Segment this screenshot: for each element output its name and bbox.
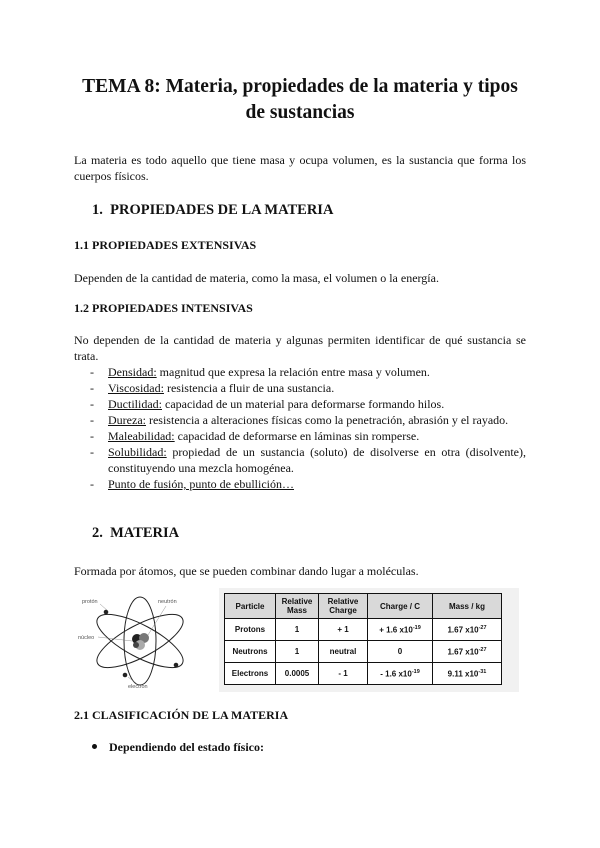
bullet-text: Dependiendo del estado físico: [109, 740, 265, 754]
title-line-1: TEMA 8: Materia, propiedades de la materia y tipos [82, 76, 518, 97]
section-1-heading [92, 202, 333, 219]
document-title [60, 74, 540, 126]
electron-dot [174, 663, 179, 668]
table-cell [433, 641, 502, 663]
cell-base: 0 [397, 647, 403, 656]
table-cell: + 1 [319, 619, 368, 641]
column-header: Charge / C [368, 594, 433, 619]
list-item-desc: resistencia a alteraciones físicas como la penetración, abrasión y el rayado. [145, 413, 509, 427]
label-proton: protón [82, 599, 98, 605]
table-row [225, 663, 502, 685]
list-item-term: Viscosidad: [108, 381, 164, 395]
bullet-dot-icon [92, 744, 97, 749]
label-neutron: neutrón [158, 599, 177, 605]
cell-base: + 1.6 x10 [379, 625, 413, 635]
section-2-title: MATERIA [110, 525, 180, 541]
list-item [90, 396, 526, 412]
particle-table [224, 593, 502, 685]
column-header: Relative Mass [276, 594, 319, 619]
intensive-properties-list [90, 364, 526, 492]
table-cell: neutral [319, 641, 368, 663]
cell-exponent: -19 [411, 668, 420, 675]
subsection-1-1-text: Dependen de la cantidad de materia, como la masa, el volumen o la energía. [74, 271, 439, 285]
list-item-desc: magnitud que expresa la relación entre masa y volumen. [156, 365, 430, 379]
label-leader [148, 606, 166, 635]
list-item-term: Ductilidad: [108, 397, 162, 411]
table-header-row [225, 594, 502, 619]
list-item-desc: capacidad de deformarse en láminas sin romperse. [174, 429, 420, 443]
electron-dot [104, 610, 109, 615]
subsection-1-2-heading: 1.2 PROPIEDADES INTENSIVAS [74, 301, 253, 315]
subsection-1-2-text: No dependen de la cantidad de materia y algunas permiten identificar de qué sustancia se trata. [74, 333, 526, 363]
list-item [90, 364, 526, 380]
list-item-term: Maleabilidad: [108, 429, 175, 443]
list-item-desc: propiedad de un sustancia (soluto) de disolverse en otra (disolvente), constituyendo una mezcla homogénea. [108, 445, 526, 475]
table-row [225, 641, 502, 663]
table-cell: Protons [225, 619, 276, 641]
section-2-number: 2. [92, 525, 103, 541]
table-cell [433, 619, 502, 641]
list-item-desc: resistencia a fluir de una sustancia. [163, 381, 335, 395]
particle-table-image [219, 588, 519, 692]
label-electron: electrón [128, 684, 148, 690]
list-item-desc: capacidad de un material para deformarse formando hilos. [162, 397, 445, 411]
table-cell: Electrons [225, 663, 276, 685]
section-1-title: PROPIEDADES DE LA MATERIA [110, 202, 334, 218]
cell-exponent: -31 [478, 668, 487, 675]
atom-diagram [78, 592, 198, 690]
column-header: Mass / kg [433, 594, 502, 619]
list-item-term: Punto de fusión, punto de ebullición… [108, 477, 294, 491]
column-header: Relative Charge [319, 594, 368, 619]
intro-paragraph: La materia es todo aquello que tiene masa y ocupa volumen, es la sustancia que forma los cuerpos físicos. [74, 153, 526, 183]
materia-text: Formada por átomos, que se pueden combinar dando lugar a moléculas. [74, 564, 419, 578]
list-item [90, 412, 526, 428]
list-item [90, 444, 526, 476]
table-cell: Neutrons [225, 641, 276, 663]
bullet-item [92, 740, 264, 755]
list-item [90, 428, 526, 444]
nucleus-proton [133, 642, 139, 648]
table-cell [368, 619, 433, 641]
list-item-term: Densidad: [108, 365, 157, 379]
cell-base: 1.67 x10 [447, 625, 479, 635]
section-2-heading [92, 525, 179, 542]
column-header: Particle [225, 594, 276, 619]
subsection-2-1-heading: 2.1 CLASIFICACIÓN DE LA MATERIA [74, 708, 289, 722]
table-cell [368, 663, 433, 685]
table-cell: 1 [276, 619, 319, 641]
list-item [90, 476, 526, 492]
cell-base: 9.11 x10 [447, 669, 479, 679]
title-line-2: de sustancias [245, 102, 355, 123]
list-item [90, 380, 526, 396]
table-row [225, 619, 502, 641]
cell-exponent: -27 [478, 624, 487, 631]
cell-base: - 1.6 x10 [380, 669, 412, 679]
list-item-term: Solubilidad: [108, 445, 167, 459]
electron-dot [123, 673, 128, 678]
cell-base: 1.67 x10 [447, 647, 479, 657]
table-cell: 0.0005 [276, 663, 319, 685]
label-leader [128, 677, 136, 683]
table-cell [433, 663, 502, 685]
table-cell: 1 [276, 641, 319, 663]
cell-exponent: -27 [478, 646, 487, 653]
label-nucleus: núcleo [78, 635, 95, 641]
label-leader [100, 604, 108, 611]
list-item-term: Dureza: [108, 413, 146, 427]
table-cell: - 1 [319, 663, 368, 685]
table-cell [368, 641, 433, 663]
cell-exponent: -19 [412, 624, 421, 631]
section-1-number: 1. [92, 202, 103, 218]
subsection-1-1-heading: 1.1 PROPIEDADES EXTENSIVAS [74, 238, 257, 252]
